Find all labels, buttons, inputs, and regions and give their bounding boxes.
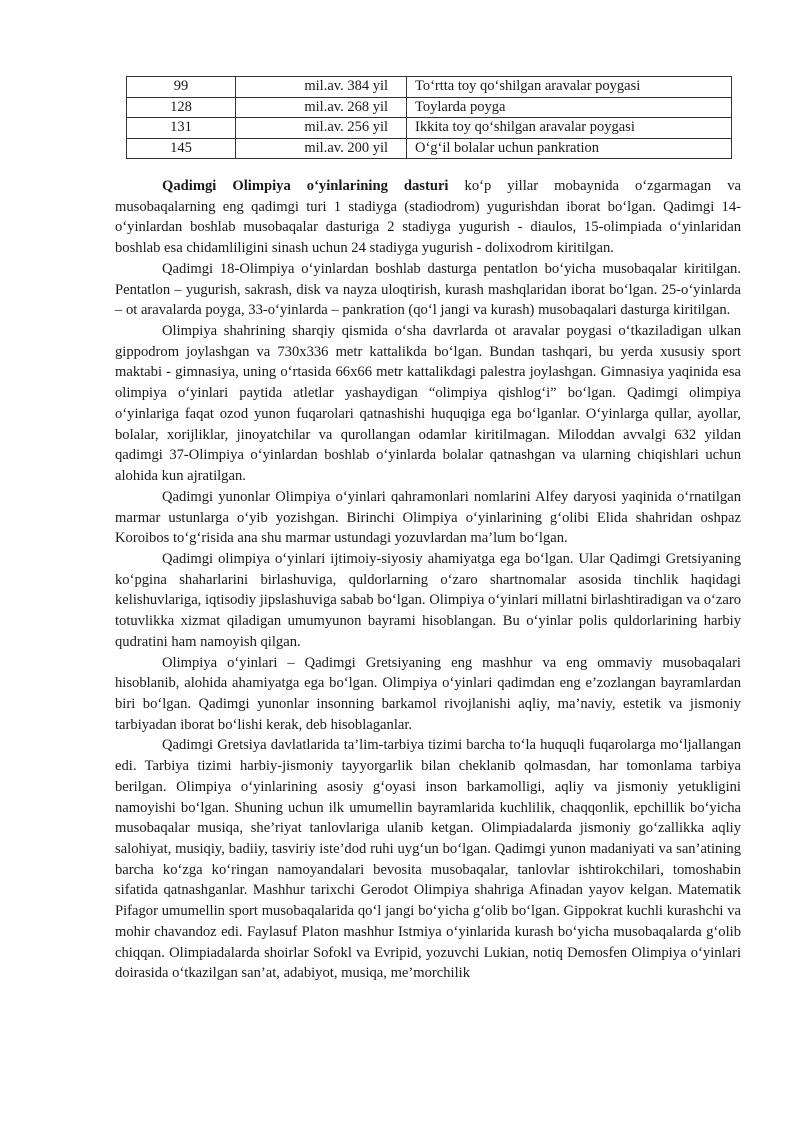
event-cell: Toylarda poyga [407, 97, 732, 118]
table-row [127, 77, 732, 98]
year-cell: mil.av. 268 yil [236, 97, 407, 118]
olympiad-number-cell: 145 [127, 138, 236, 159]
paragraph-lead: Qadimgi Olimpiya o‘yinlarining dasturi [162, 178, 449, 194]
paragraph-festival [115, 653, 741, 736]
paragraph-text: Qadimgi olimpiya o‘yinlari ijtimoiy-siyosiy ahamiyatga ega bo‘lgan. Ular Qadimgi Gretsiyaning ko‘pgina shaharlarini birlashuviga, quldorlarning o‘zaro shartnomalar asosida tinchlik haqidagi kelishuvlariga, iqtisodiy jipslashuviga sabab bo‘lgan. Olimpiya o‘yinlari millatni birlashtiradigan va o‘zaro totuvlikka xizmat qiladigan umumyunon bayrami hisoblangan. Bu o‘yinlar polis quldorlarining harbiy qudratini ham namoyish qilgan. [115, 550, 741, 650]
paragraph-text: ko‘p yillar mobaynida o‘zgarmagan va musobaqalarning eng qadimgi turi 1 stadiyga (stadiodrom) yugurishdan iborat bo‘lgan. Qadimgi 14-o‘yinlardan boshlab musobaqalar dasturiga 2 stadiyga yugurish - diaulos, 15-olimpiada o‘yinlaridan boshlab esa chidamliligini sinash uchun 24 stadiyga yugurish - dolixodrom kiritilgan. [115, 178, 741, 257]
olympiad-events-table [126, 76, 732, 159]
table-row [127, 97, 732, 118]
event-cell: Ikkita toy qo‘shilgan aravalar poygasi [407, 118, 732, 139]
paragraph-champions [115, 487, 741, 549]
year-cell: mil.av. 384 yil [236, 77, 407, 98]
paragraph-text: Olimpiya shahrining sharqiy qismida o‘sha davrlarda ot aravalar poygasi o‘tkaziladigan ulkan gippodrom joylashgan va 730x336 metr kattalikda bo‘lgan. Bundan tashqari, bu yerda xususiy sport maktabi - gimnasiya, uning o‘rtasida 66x66 metr kattalikdagi palestra joylashgan. Gimnasiya yaqinida esa olimpiya o‘yinlari paytida atletlar yashaydigan “olimpiya qishlog‘i” bo‘lgan. Qadimgi olimpiya o‘yinlariga faqat ozod yunon fuqarolari qatnashishi huquqiga ega bo‘lganlar. O‘yinlarga qullar, ayollar, bolalar, xorijliklar, jinoyatchilar va qurollangan odamlar kiritilmagan. Miloddan avvalgi 632 yildan qadimgi 37-Olimpiya o‘yinlardan boshlab o‘yinlarda bolalar qatnashgan va ularning chiqishlari uchun alohida kun ajratilgan. [115, 323, 741, 485]
table-row [127, 118, 732, 139]
paragraph-program [115, 176, 741, 259]
paragraph-text: Qadimgi yunonlar Olimpiya o‘yinlari qahramonlari nomlarini Alfey daryosi yaqinida o‘rnatilgan marmar ustunlarga o‘yib yozishgan. Birinchi Olimpiya o‘yinlarining g‘olibi Elida shahridan oshpaz Koroibos to‘g‘risida ana shu marmar ustundagi yozuvlardan ma’lum bo‘lgan. [115, 488, 741, 547]
year-cell: mil.av. 200 yil [236, 138, 407, 159]
paragraph-social-importance [115, 549, 741, 653]
paragraph-pentathlon [115, 259, 741, 321]
olympiad-number-cell: 99 [127, 77, 236, 98]
olympiad-number-cell: 128 [127, 97, 236, 118]
paragraph-text: Olimpiya o‘yinlari – Qadimgi Gretsiyaning eng mashhur va eng ommaviy musobaqalari hisoblanib, alohida ahamiyatga ega bo‘lgan. Olimpiya o‘yinlari qadimdan eng e’zozlangan bayramlardan biri bo‘lgan. Qadimgi yunonlar insonning barkamol rivojlanishi aqliy, ma’naviy, estetik va jismoniy tarbiyadan iborat bo‘lishi kerak, deb hisoblaganlar. [115, 654, 741, 733]
body-text [115, 176, 741, 984]
paragraph-education [115, 735, 741, 984]
year-cell: mil.av. 256 yil [236, 118, 407, 139]
paragraph-hippodrome [115, 321, 741, 487]
paragraph-text: Qadimgi Gretsiya davlatlarida ta’lim-tarbiya tizimi barcha to‘la huquqli fuqarolarga mo‘ljallangan edi. Tarbiya tizimi harbiy-jismoniy tayyorgarlik bilan cheklanib qolmasdan, har tomonlama tarbiya berilgan. Olimpiya o‘yinlarining asosiy g‘oyasi inson barkamolligi, aqliy va jismoniy yetukligini namoyishi bo‘lgan. Shuning uchun ilk umumellin bayramlarida kuchlilik, chaqqonlik, epchillik bo‘yicha musobaqalar musiqa, she’riyat tanlovlariga ulanib ketgan. Olimpiadalarda jismoniy go‘zallikka aqliy salohiyat, musiqiy, badiiy, tasviriy iste’dod ruhi uyg‘un bo‘lgan. Qadimgi yunon madaniyati va san’atining barcha ko‘zga ko‘ringan namoyandalari bevosita musobaqalar, tanlovlar ishtirokchilari, tomoshabin sifatida qatnashganlar. Mashhur tarixchi Gerodot Olimpiya shahriga Afinadan yayov kelgan. Matematik Pifagor umumellin sport musobaqalarida qo‘l jangi bo‘yicha g‘olib bo‘lgan. Gippokrat kuchli kurashchi va mohir chavandoz edi. Faylasuf Platon mashhur Istmiya o‘yinlarida kurash bo‘yicha musobaqalarda g‘olib chiqqan. Olimpiadalarda shoirlar Sofokl va Evripid, yozuvchi Lukian, notiq Demosfen Olimpiya o‘yinlari doirasida o‘tkazilgan san’at, adabiyot, musiqa, me’morchilik [115, 737, 741, 982]
event-cell: To‘rtta toy qo‘shilgan aravalar poygasi [407, 77, 732, 98]
paragraph-text: Qadimgi 18-Olimpiya o‘yinlardan boshlab dasturga pentatlon bo‘yicha musobaqalar kiritilgan. Pentatlon – yugurish, sakrash, disk va nayza uloqtirish, kurash mashqlaridan iborat bo‘lgan. 25-o‘yinlarda – ot aravalarda poyga, 33-o‘yinlarda – pankration (qo‘l jangi va kurash) musobaqalari dasturga kiritilgan. [115, 260, 741, 319]
event-cell: O‘g‘il bolalar uchun pankration [407, 138, 732, 159]
table-row [127, 138, 732, 159]
olympiad-number-cell: 131 [127, 118, 236, 139]
